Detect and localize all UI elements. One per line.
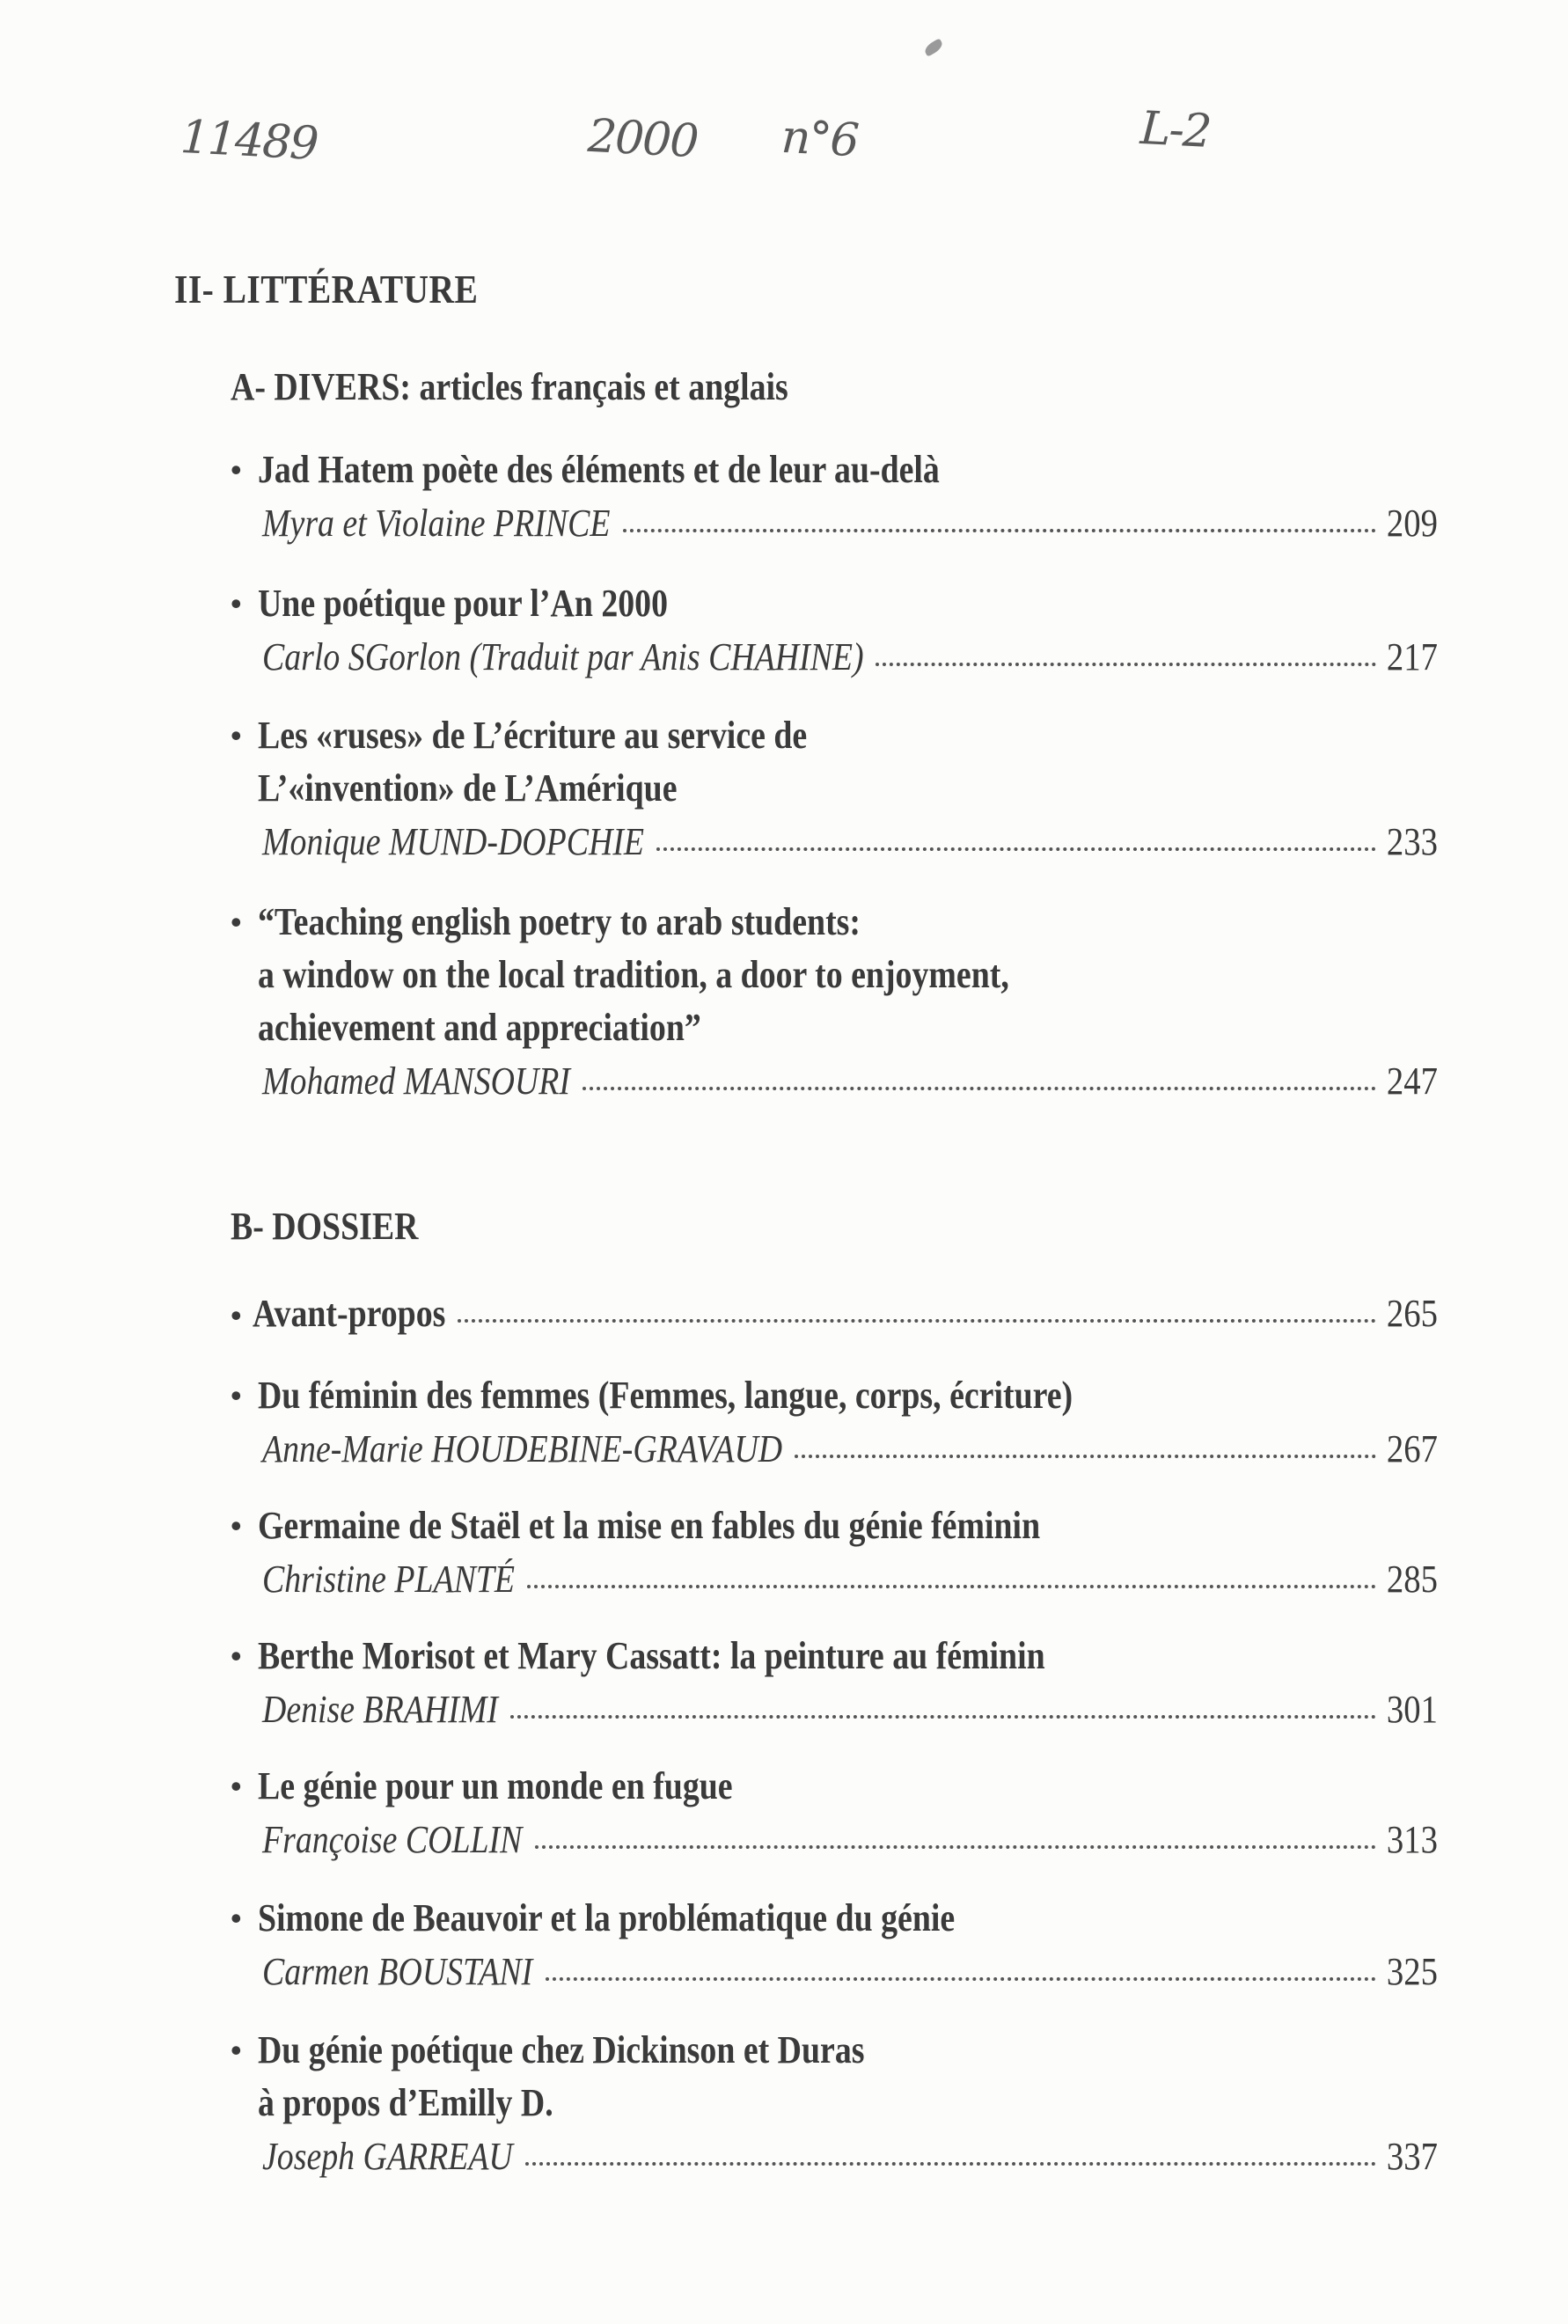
entry-author: Monique MUND-DOPCHIE	[262, 820, 645, 863]
entry-title-line: Les «ruses» de L’écriture au service de	[257, 714, 808, 757]
entry-title-line: Du génie poétique chez Dickinson et Duras	[257, 2028, 865, 2071]
toc-entry[interactable]	[231, 896, 1438, 1109]
dot-leader	[527, 1585, 1376, 1588]
entry-title: Une poétique pour l’An 2000	[257, 582, 669, 625]
entry-page: 217	[1386, 635, 1438, 678]
bullet-icon: •	[231, 905, 242, 940]
dot-leader	[656, 847, 1376, 851]
dot-leader	[623, 529, 1376, 532]
entry-page: 337	[1386, 2135, 1438, 2178]
entry-title: Berthe Morisot et Mary Cassatt: la peinture au féminin	[257, 1634, 1045, 1677]
subsection-title-divers: A- DIVERS: articles français et anglais	[231, 365, 788, 408]
section-title: II- LITTÉRATURE	[174, 267, 479, 312]
dot-leader	[876, 663, 1376, 666]
entry-page: 301	[1386, 1688, 1438, 1731]
entry-author: Anne-Marie HOUDEBINE-GRAVAUD	[262, 1427, 783, 1470]
dot-leader	[525, 2162, 1376, 2166]
entry-page: 265	[1386, 1292, 1438, 1335]
dot-leader	[795, 1455, 1376, 1458]
toc-entry[interactable]	[231, 444, 1438, 551]
entry-author: Carmen BOUSTANI	[262, 1950, 533, 1993]
dot-leader	[510, 1715, 1376, 1719]
entry-author: Joseph GARREAU	[262, 2135, 513, 2178]
entry-author: Carlo SGorlon (Traduit par Anis CHAHINE)	[262, 635, 864, 678]
entry-page: 209	[1386, 502, 1438, 545]
toc-entry[interactable]	[231, 1630, 1438, 1737]
dot-leader	[546, 1977, 1376, 1981]
entry-title: Germaine de Staël et la mise en fables du génie féminin	[257, 1504, 1041, 1547]
toc-entry[interactable]	[231, 1892, 1438, 1999]
subsection-title-dossier: B- DOSSIER	[231, 1205, 419, 1248]
handwritten-note-issue: n°6	[780, 110, 860, 168]
bullet-icon: •	[231, 2033, 242, 2068]
entry-title-line: L’«invention» de L’Amérique	[257, 766, 678, 810]
handwritten-note-shelf: L-2	[1139, 101, 1212, 159]
handwritten-note-year: 2000	[586, 109, 699, 169]
toc-entry[interactable]	[231, 2024, 1438, 2184]
entry-title-line: à propos d’Emilly D.	[257, 2081, 553, 2124]
bullet-icon: •	[231, 1298, 242, 1333]
entry-author: Christine PLANTÉ	[262, 1558, 515, 1601]
entry-page: 313	[1386, 1818, 1438, 1861]
bullet-icon: •	[231, 452, 242, 488]
bullet-icon: •	[231, 1378, 242, 1413]
entry-author: Myra et Violaine PRINCE	[262, 502, 611, 545]
dot-leader	[535, 1845, 1376, 1849]
toc-entry[interactable]	[231, 577, 1438, 685]
dot-leader	[458, 1319, 1376, 1323]
bullet-icon: •	[231, 1639, 242, 1674]
entry-author: Mohamed MANSOURI	[262, 1059, 570, 1103]
bullet-icon: •	[231, 586, 242, 621]
toc-entry[interactable]	[231, 709, 1438, 869]
toc-entry[interactable]	[231, 1760, 1438, 1867]
entry-author: Denise BRAHIMI	[262, 1688, 498, 1731]
entry-page: 285	[1386, 1558, 1438, 1601]
bullet-icon: •	[231, 1769, 242, 1804]
entry-title-line: achievement and appreciation”	[257, 1006, 701, 1049]
bullet-icon: •	[231, 1508, 242, 1543]
entry-title-line: a window on the local tradition, a door to enjoyment,	[257, 953, 1009, 996]
bullet-icon: •	[231, 718, 242, 753]
entry-title: Jad Hatem poète des éléments et de leur au-delà	[257, 448, 940, 491]
entry-title: Simone de Beauvoir et la problématique du génie	[257, 1896, 956, 1939]
entry-title-line: “Teaching english poetry to arab students:	[257, 900, 861, 943]
entry-page: 233	[1386, 820, 1438, 863]
toc-entry[interactable]	[231, 1369, 1438, 1477]
entry-page: 325	[1386, 1950, 1438, 1993]
dot-leader	[583, 1087, 1376, 1090]
handwritten-note-catalog-number: 11489	[179, 110, 319, 172]
entry-title: Le génie pour un monde en fugue	[257, 1764, 733, 1807]
entry-page: 267	[1386, 1427, 1438, 1470]
entry-page: 247	[1386, 1059, 1438, 1103]
entry-title: Avant-propos	[252, 1292, 445, 1335]
toc-entry[interactable]	[231, 1287, 1438, 1341]
ink-speck	[922, 38, 944, 56]
bullet-icon: •	[231, 1901, 242, 1936]
toc-entry[interactable]	[231, 1499, 1438, 1607]
entry-title: Du féminin des femmes (Femmes, langue, corps, écriture)	[257, 1374, 1073, 1417]
entry-author: Françoise COLLIN	[262, 1818, 523, 1861]
